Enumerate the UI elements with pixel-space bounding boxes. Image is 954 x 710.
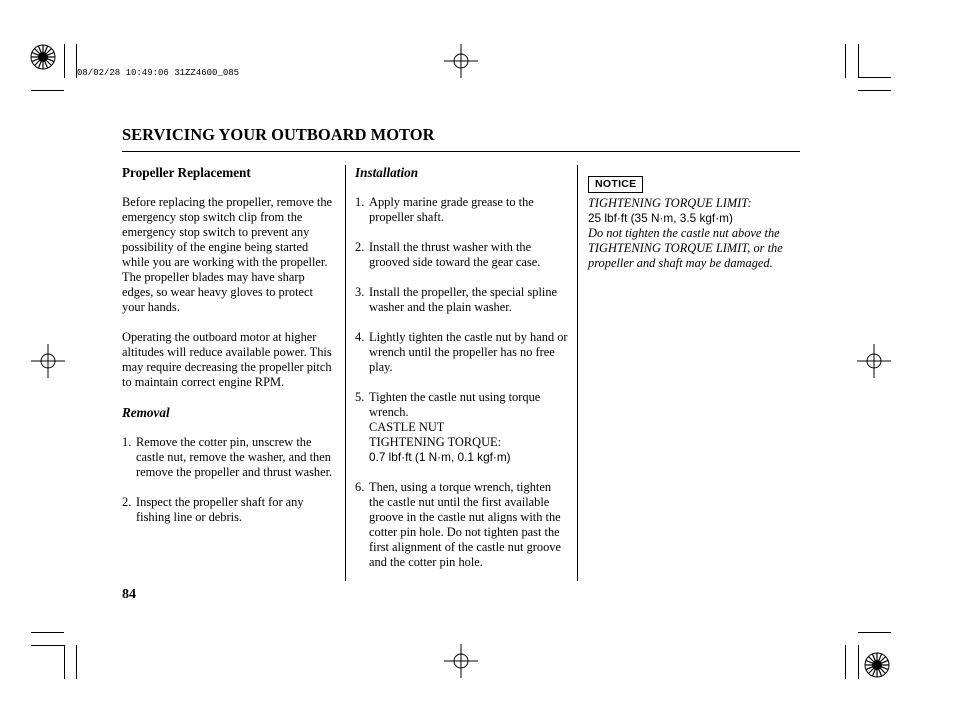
limit-label: TIGHTENING TORQUE LIMIT:: [588, 196, 752, 210]
subsection-heading: Removal: [122, 405, 170, 420]
list-item: [122, 495, 336, 525]
list-item: [355, 390, 569, 465]
paragraph: The propeller blades may have sharp edges, so wear heavy gloves to protect your hands.: [122, 270, 313, 314]
header-rule: [122, 151, 800, 152]
step-number: 2.: [355, 240, 365, 254]
step-number: 3.: [355, 285, 365, 299]
list-item: [355, 240, 569, 270]
step-text: Remove the cotter pin, unscrew the castle nut, remove the washer, and then remove the propeller and thrust washer.: [136, 435, 333, 479]
limit-value: 25 lbf·ft (35 N·m, 3.5 kgf·m): [588, 211, 733, 225]
step-number: 4.: [355, 330, 365, 344]
step-number: 2.: [122, 495, 132, 509]
step-text: Tighten the castle nut using torque wrench.: [369, 390, 541, 419]
list-item: [355, 285, 569, 315]
registration-target-icon: [862, 650, 892, 680]
paragraph: Before replacing the propeller, remove the emergency stop switch clip from the emergency stop switch to prevent any possibility of the engine being started while you are working with the propeller.: [122, 195, 333, 269]
step-number: 1.: [122, 435, 132, 449]
step-text: Install the thrust washer with the grooved side toward the gear case.: [369, 240, 541, 269]
step-number: 6.: [355, 480, 365, 494]
section-heading: Installation: [355, 165, 419, 180]
torque-label: CASTLE NUT: [369, 420, 445, 434]
list-item: [355, 195, 569, 225]
step-text: Lightly tighten the castle nut by hand or wrench until the propeller has no free play.: [369, 330, 568, 374]
page-number: 84: [122, 587, 136, 602]
crosshair-icon: [444, 644, 478, 678]
step-text: Then, using a torque wrench, tighten the castle nut until the first available groove in the castle nut aligns with the cotter pin hole. Do not tighten past the first alignment of the castle nut groove and the cotter pin hole.: [369, 480, 562, 569]
step-number: 1.: [355, 195, 365, 209]
list-item: [355, 330, 569, 375]
column-notice: [588, 165, 802, 271]
print-stamp: 08/02/28 10:49:06 31ZZ4600_085: [77, 68, 240, 78]
crosshair-icon: [31, 344, 65, 378]
paragraph: Operating the outboard motor at higher altitudes will reduce available power. This may require decreasing the propeller pitch to maintain correct engine RPM.: [122, 330, 332, 389]
crosshair-icon: [444, 44, 478, 78]
section-heading: Propeller Replacement: [122, 165, 251, 180]
registration-target-icon: [28, 42, 58, 72]
notice-warning: Do not tighten the castle nut above the TIGHTENING TORQUE LIMIT, or the propeller and shaft may be damaged.: [588, 226, 783, 270]
step-text: Inspect the propeller shaft for any fishing line or debris.: [136, 495, 304, 524]
crosshair-icon: [857, 344, 891, 378]
step-text: Install the propeller, the special spline washer and the plain washer.: [369, 285, 558, 314]
step-text: Apply marine grade grease to the propeller shaft.: [369, 195, 534, 224]
column-propeller-replacement: [122, 165, 336, 540]
notice-badge: NOTICE: [588, 176, 643, 193]
column-divider: [577, 165, 578, 581]
torque-value: 0.7 lbf·ft (1 N·m, 0.1 kgf·m): [369, 450, 511, 464]
list-item: [355, 480, 569, 570]
step-number: 5.: [355, 390, 365, 404]
torque-label: TIGHTENING TORQUE:: [369, 435, 502, 449]
list-item: [122, 435, 336, 480]
column-divider: [345, 165, 346, 581]
column-installation: [355, 165, 569, 585]
page-title: SERVICING YOUR OUTBOARD MOTOR: [122, 125, 435, 144]
